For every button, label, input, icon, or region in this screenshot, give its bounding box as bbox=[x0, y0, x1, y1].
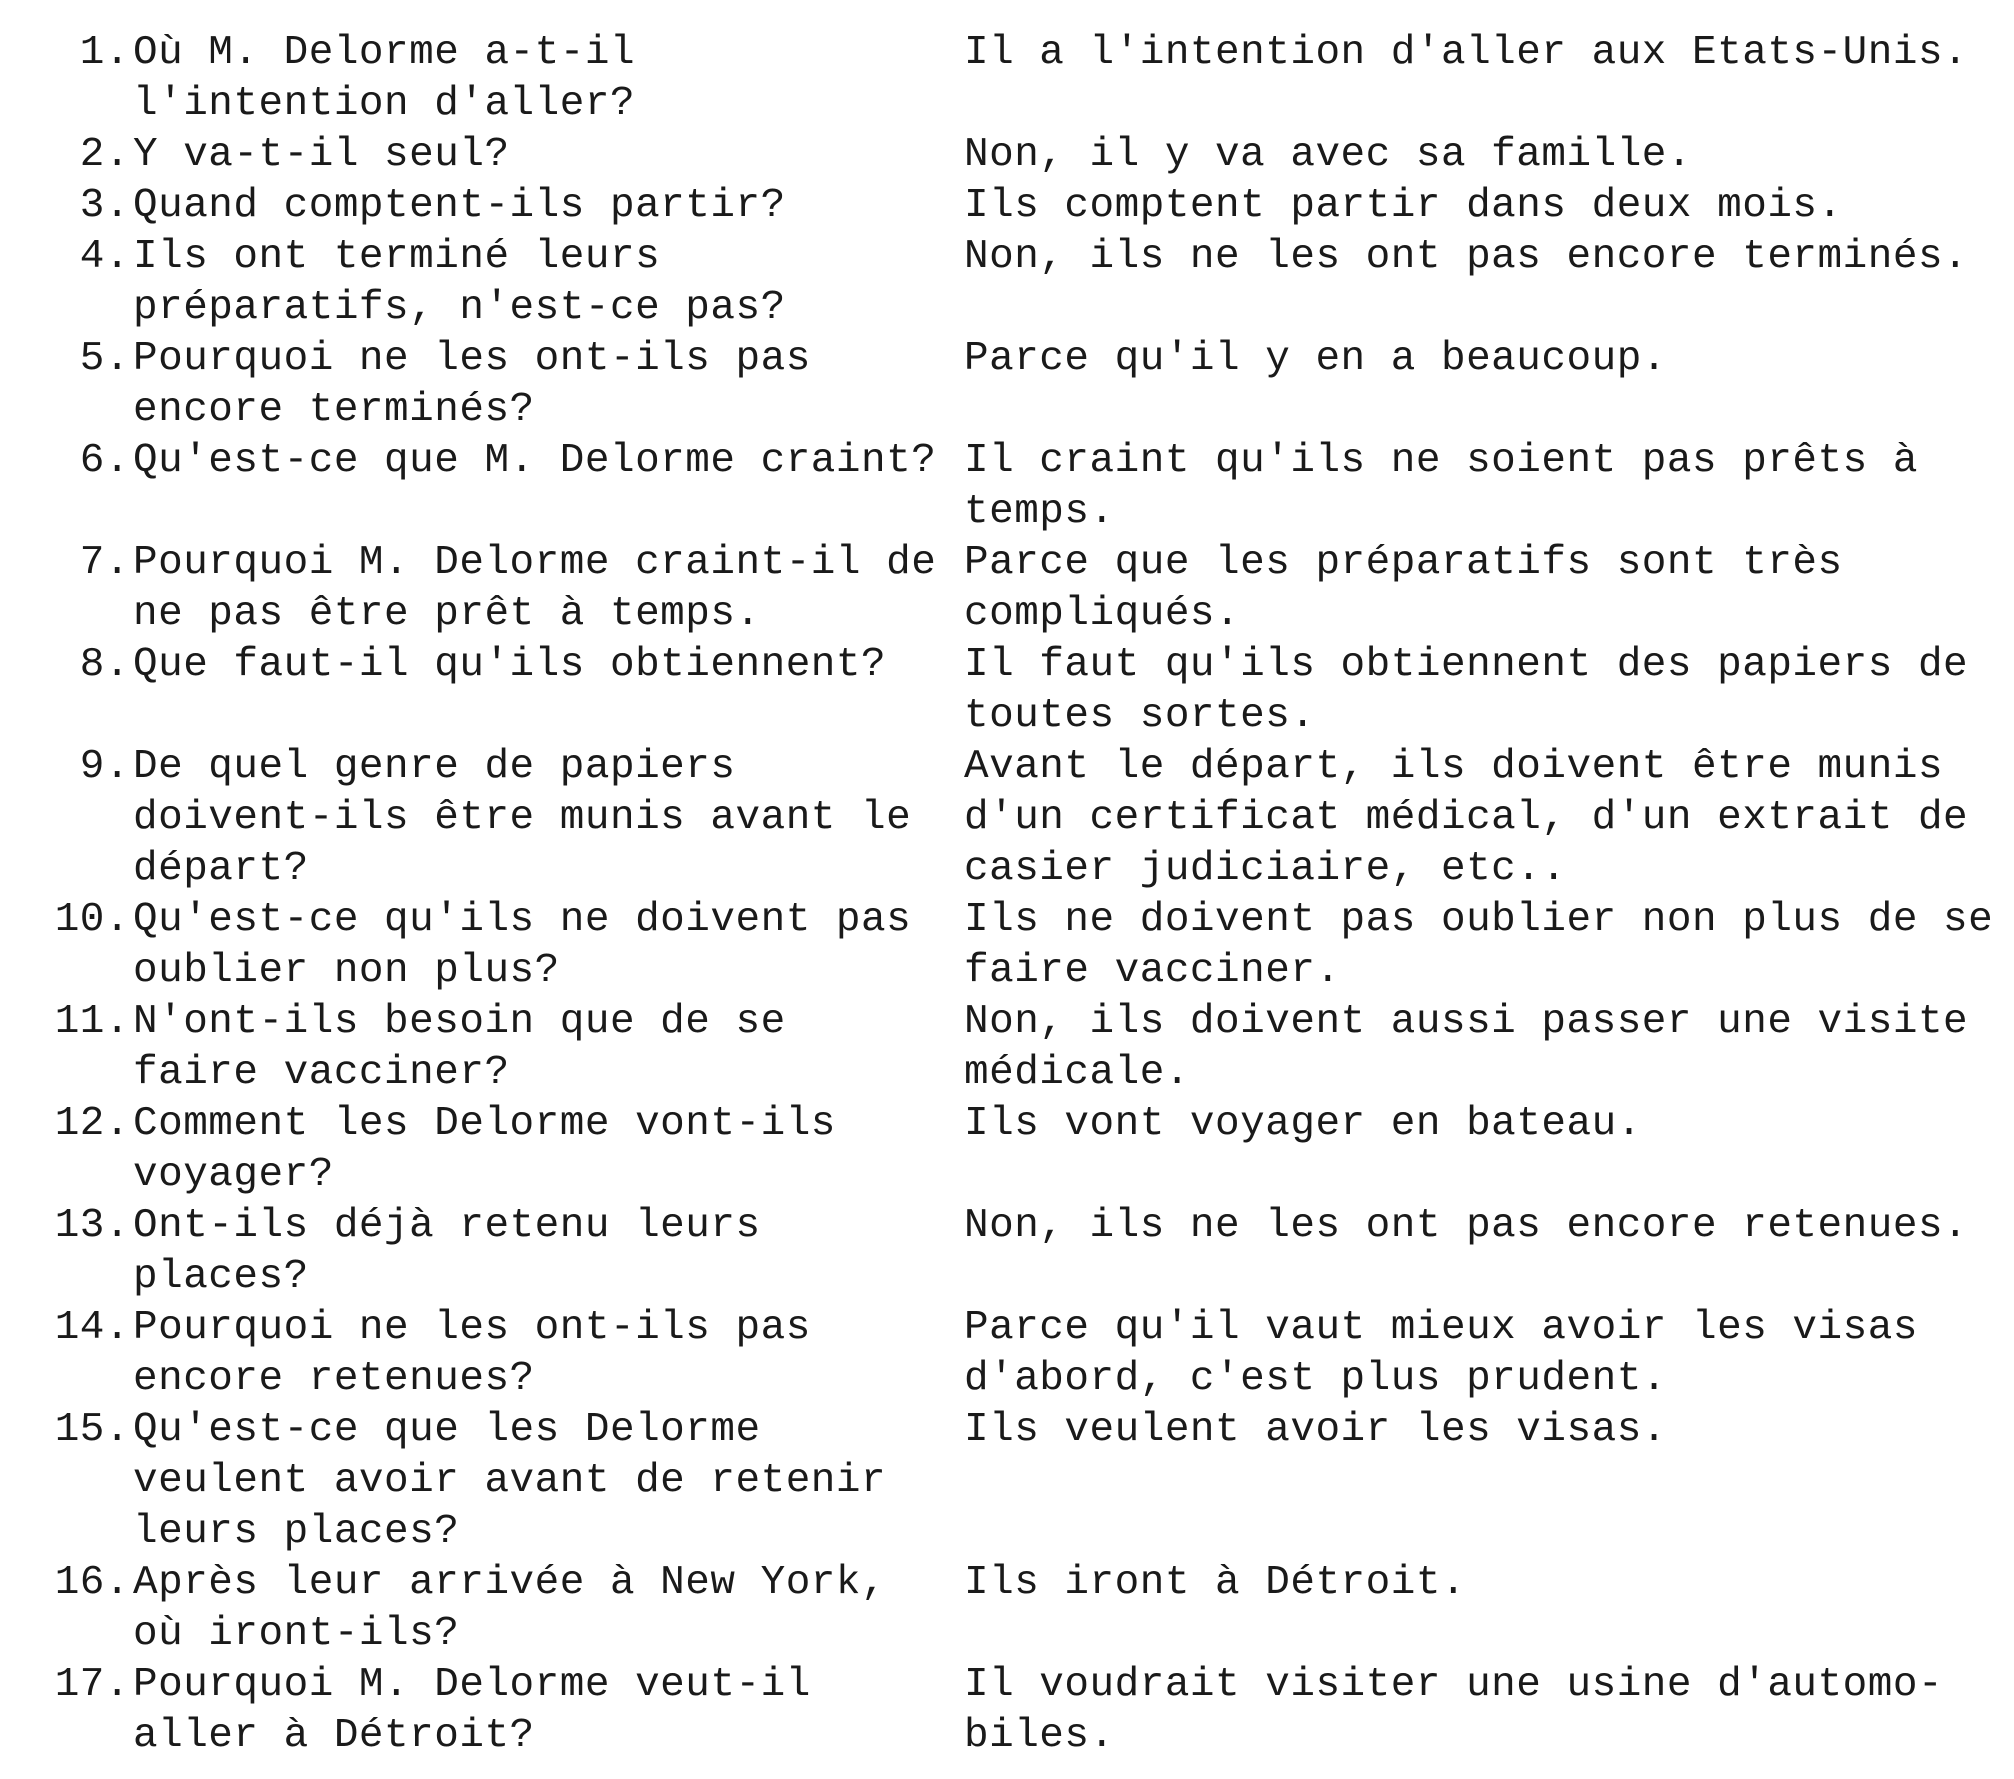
answer-text: Ils comptent partir dans deux mois. bbox=[964, 183, 1843, 229]
question-text: Comment les Delorme vont-ils voyager? bbox=[133, 1101, 836, 1198]
question-text: Pourquoi ne les ont-ils pas encore terminés? bbox=[133, 336, 811, 433]
question-text: Qu'est-ce que les Delorme veulent avoir avant de retenir leurs places? bbox=[133, 1407, 887, 1555]
question-text: Ils ont terminé leurs préparatifs, n'est-ce pas? bbox=[133, 234, 786, 331]
item-number: 14. bbox=[54, 1305, 130, 1351]
question-answer-list bbox=[0, 28, 2014, 1762]
answer-text: Ils ne doivent pas oublier non plus de se faire vacciner. bbox=[964, 897, 1994, 994]
item-number: 8. bbox=[79, 642, 130, 688]
item-number: 12. bbox=[54, 1101, 130, 1147]
item-number: 10. bbox=[54, 897, 130, 943]
qa-item-15 bbox=[0, 1405, 2014, 1558]
answer-text: Ils veulent avoir les visas. bbox=[964, 1407, 1667, 1453]
item-number: 15. bbox=[54, 1407, 130, 1453]
item-number: 7. bbox=[79, 540, 130, 586]
question-text: Pourquoi M. Delorme veut-il aller à Détroit? bbox=[133, 1662, 811, 1759]
item-number: 17. bbox=[54, 1662, 130, 1708]
answer-text: Non, il y va avec sa famille. bbox=[964, 132, 1693, 178]
question-text: De quel genre de papiers doivent-ils être munis avant le départ? bbox=[133, 744, 912, 892]
qa-item-8 bbox=[0, 640, 2014, 742]
item-number: 11. bbox=[54, 999, 130, 1045]
answer-text: Il faut qu'ils obtiennent des papiers de toutes sortes. bbox=[964, 642, 1969, 739]
answer-text: Il craint qu'ils ne soient pas prêts à temps. bbox=[964, 438, 1918, 535]
qa-item-9 bbox=[0, 742, 2014, 895]
answer-text: Avant le départ, ils doivent être munis d'un certificat médical, d'un extrait de casier judiciaire, etc.. bbox=[964, 744, 1969, 892]
qa-item-16 bbox=[0, 1558, 2014, 1660]
qa-item-13 bbox=[0, 1201, 2014, 1303]
question-text: Pourquoi M. Delorme craint-il de ne pas être prêt à temps. bbox=[133, 540, 937, 637]
answer-text: Non, ils ne les ont pas encore terminés. bbox=[964, 234, 1969, 280]
item-number: 2. bbox=[79, 132, 130, 178]
question-text: Qu'est-ce qu'ils ne doivent pas oublier non plus? bbox=[133, 897, 912, 994]
qa-item-3 bbox=[0, 181, 2014, 232]
item-number: 1. bbox=[79, 30, 130, 76]
question-text: Après leur arrivée à New York, où iront-ils? bbox=[133, 1560, 887, 1657]
qa-item-6 bbox=[0, 436, 2014, 538]
answer-text: Parce que les préparatifs sont très compliqués. bbox=[964, 540, 1843, 637]
question-text: Que faut-il qu'ils obtiennent? bbox=[133, 642, 887, 688]
answer-text: Non, ils doivent aussi passer une visite médicale. bbox=[964, 999, 1969, 1096]
answer-text: Ils iront à Détroit. bbox=[964, 1560, 1467, 1606]
qa-item-14 bbox=[0, 1303, 2014, 1405]
question-text: Quand comptent-ils partir? bbox=[133, 183, 786, 229]
item-number: 13. bbox=[54, 1203, 130, 1249]
item-number: 5. bbox=[79, 336, 130, 382]
question-text: N'ont-ils besoin que de se faire vacciner? bbox=[133, 999, 786, 1096]
question-text: Y va-t-il seul? bbox=[133, 132, 510, 178]
answer-text: Parce qu'il vaut mieux avoir les visas d'abord, c'est plus prudent. bbox=[964, 1305, 1918, 1402]
answer-text: Non, ils ne les ont pas encore retenues. bbox=[964, 1203, 1969, 1249]
qa-item-1 bbox=[0, 28, 2014, 130]
item-number: 16. bbox=[54, 1560, 130, 1606]
qa-item-10 bbox=[0, 895, 2014, 997]
qa-item-7 bbox=[0, 538, 2014, 640]
item-number: 4. bbox=[79, 234, 130, 280]
question-text: Ont-ils déjà retenu leurs places? bbox=[133, 1203, 761, 1300]
question-text: Qu'est-ce que M. Delorme craint? bbox=[133, 438, 937, 484]
answer-text: Ils vont voyager en bateau. bbox=[964, 1101, 1642, 1147]
qa-item-2 bbox=[0, 130, 2014, 181]
item-number: 6. bbox=[79, 438, 130, 484]
answer-text: Parce qu'il y en a beaucoup. bbox=[964, 336, 1667, 382]
qa-item-11 bbox=[0, 997, 2014, 1099]
question-text: Où M. Delorme a-t-il l'intention d'aller? bbox=[133, 30, 636, 127]
answer-text: Il voudrait visiter une usine d'automo- biles. bbox=[964, 1662, 1944, 1759]
qa-item-5 bbox=[0, 334, 2014, 436]
question-text: Pourquoi ne les ont-ils pas encore retenues? bbox=[133, 1305, 811, 1402]
qa-item-12 bbox=[0, 1099, 2014, 1201]
answer-text: Il a l'intention d'aller aux Etats-Unis. bbox=[964, 30, 1969, 76]
qa-item-17 bbox=[0, 1660, 2014, 1762]
qa-item-4 bbox=[0, 232, 2014, 334]
item-number: 3. bbox=[79, 183, 130, 229]
item-number: 9. bbox=[79, 744, 130, 790]
